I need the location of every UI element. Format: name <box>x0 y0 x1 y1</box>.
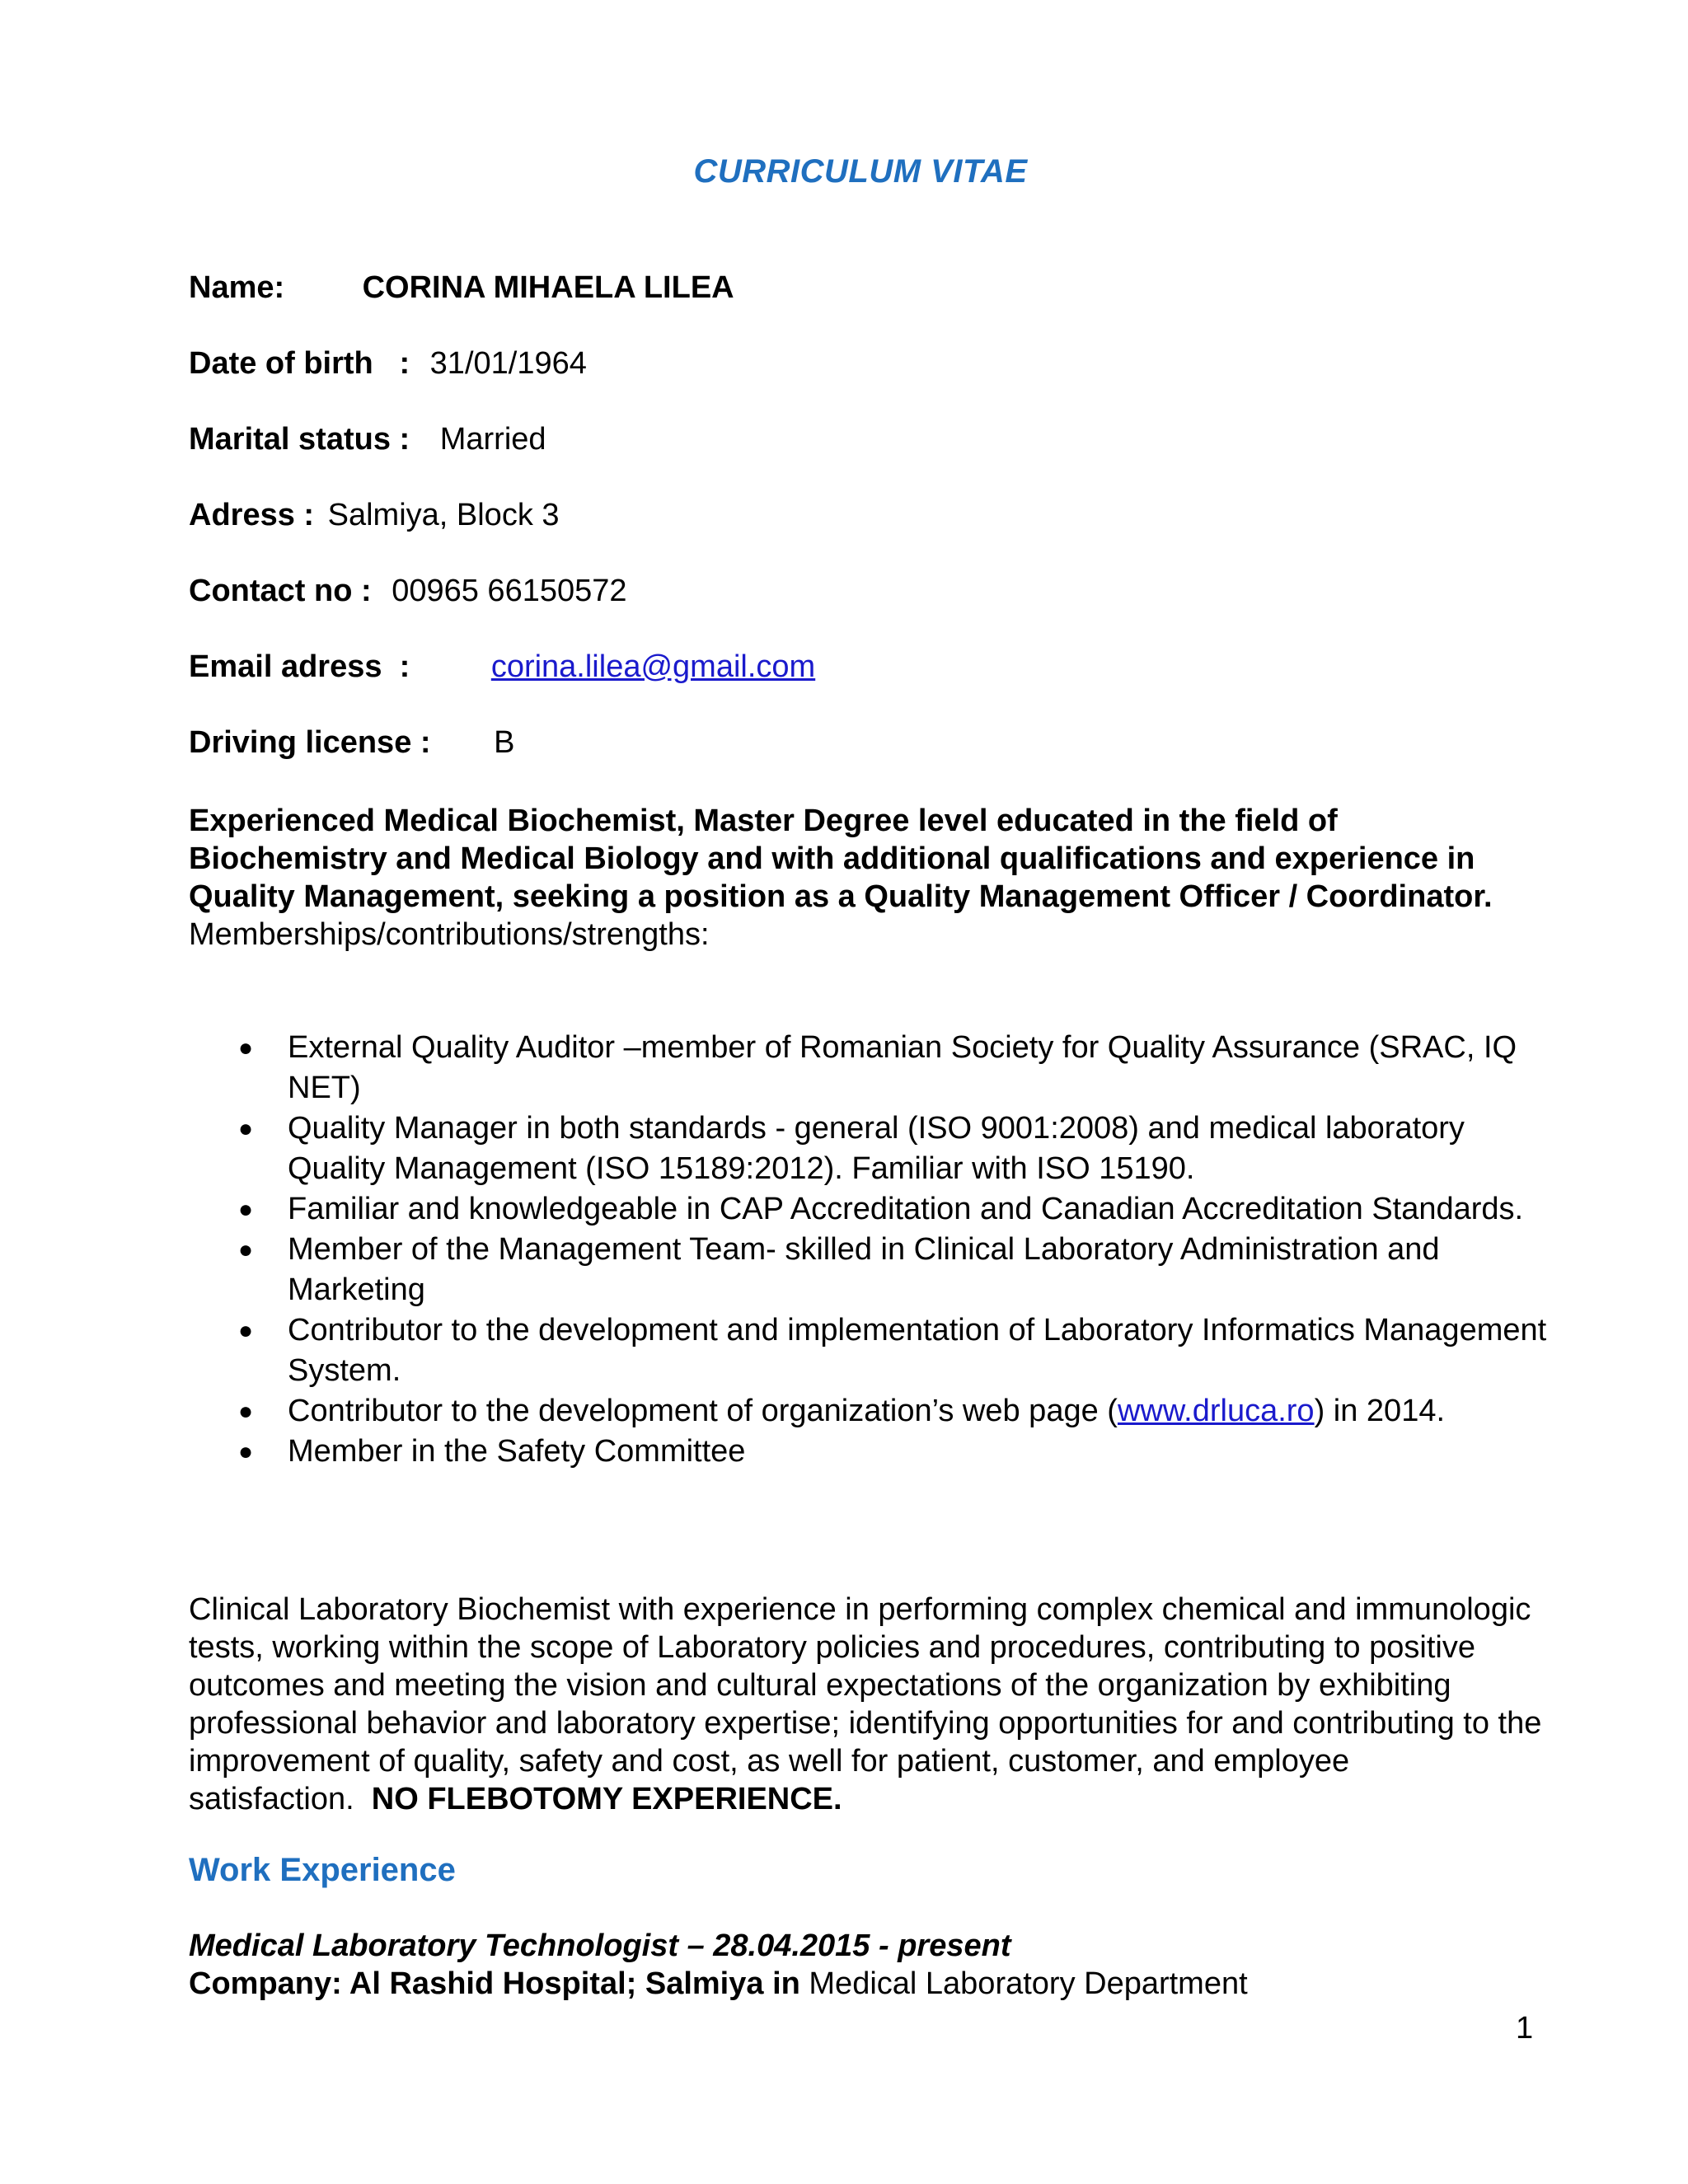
page-number: 1 <box>1516 2011 1534 2046</box>
list-item-text: Familiar and knowledgeable in CAP Accreditation and Canadian Accreditation Standards. <box>288 1192 1524 1226</box>
company-department: Medical Laboratory Department <box>809 1966 1248 2001</box>
license-row <box>189 724 514 762</box>
job-entry <box>189 1927 1248 2003</box>
email-link[interactable]: corina.lilea@gmail.com <box>490 649 816 684</box>
marital-row <box>189 420 546 458</box>
paragraph-text: Clinical Laboratory Biochemist with experience in performing complex chemical and immunologic tests, working within the scope of Laboratory policies and procedures, contributing to positive outcomes and meeting the vision and cultural expectations of the organization by exhibiting professional behavior and laboratory expertise; identifying opportunities for and contributing to the improvement of quality, safety and cost, as well for patient, customer, and employee satisfaction. <box>189 1592 1542 1816</box>
list-item-text: Contributor to the development and implementation of Laboratory Informatics Management System. <box>288 1313 1547 1388</box>
marital-label: Marital status : <box>189 422 410 457</box>
bullet-icon: ● <box>238 1438 254 1465</box>
bullet-icon: ● <box>238 1115 254 1142</box>
memberships-list <box>189 1028 1557 1472</box>
dob-value: 31/01/1964 <box>429 346 587 381</box>
bullet-icon: ● <box>238 1196 254 1223</box>
memberships-label: Memberships/contributions/strengths: <box>189 917 710 952</box>
dob-row <box>189 344 587 382</box>
website-link[interactable]: www.drluca.ro <box>1117 1394 1315 1428</box>
list-item-text: Member in the Safety Committee <box>288 1434 746 1469</box>
address-row <box>189 496 560 534</box>
list-item-text: External Quality Auditor –member of Romanian Society for Quality Assurance (SRAC, IQ NET) <box>288 1030 1517 1105</box>
address-value: Salmiya, Block 3 <box>327 498 560 532</box>
address-label: Adress : <box>189 498 315 532</box>
bullet-icon: ● <box>238 1236 254 1263</box>
email-label: Email adress : <box>189 649 410 684</box>
list-item <box>189 1230 1557 1310</box>
contact-label: Contact no : <box>189 574 372 608</box>
email-row <box>189 648 815 686</box>
contact-value: 00965 66150572 <box>392 574 627 608</box>
document-title: CURRICULUM VITAE <box>693 153 1028 190</box>
license-label: Driving license : <box>189 725 431 760</box>
paragraph-emphasis: NO FLEBOTOMY EXPERIENCE. <box>371 1782 842 1816</box>
list-item <box>189 1189 1557 1230</box>
contact-row <box>189 572 627 610</box>
summary-intro: Experienced Medical Biochemist, Master Degree level educated in the field of Biochemistry and Medical Biology and with additional qualifications and experience in Quality Management, seeking a position as a Quality Management Officer / Coordinator. <box>189 804 1493 914</box>
license-value: B <box>494 725 515 760</box>
list-item <box>189 1391 1557 1432</box>
list-item <box>189 1108 1557 1189</box>
name-value: CORINA MIHAELA LILEA <box>362 270 734 305</box>
list-item-text: Member of the Management Team- skilled in Clinical Laboratory Administration and Marketing <box>288 1232 1440 1307</box>
marital-value: Married <box>439 422 546 457</box>
company-label: Company: Al Rashid Hospital; Salmiya in <box>189 1966 800 2001</box>
name-row <box>189 269 734 307</box>
work-experience-heading: Work Experience <box>189 1852 456 1888</box>
profile-summary <box>189 802 1540 954</box>
list-item-text: Quality Manager in both standards - general (ISO 9001:2008) and medical laboratory Quality Management (ISO 15189:2012). Familiar with ISO 15190. <box>288 1111 1465 1186</box>
list-item-text-pre: Contributor to the development of organization’s web page ( <box>288 1394 1118 1428</box>
list-item <box>189 1310 1557 1391</box>
bullet-icon: ● <box>238 1317 254 1344</box>
job-title: Medical Laboratory Technologist – 28.04.2015 - present <box>189 1929 1011 1963</box>
bullet-icon: ● <box>238 1398 254 1425</box>
experience-paragraph <box>189 1591 1549 1818</box>
list-item-text-post: ) in 2014. <box>1314 1394 1446 1428</box>
list-item <box>189 1028 1557 1108</box>
bullet-icon: ● <box>238 1034 254 1062</box>
name-label: Name: <box>189 270 285 305</box>
dob-label: Date of birth : <box>189 346 410 381</box>
company-line <box>189 1965 1248 2003</box>
list-item <box>189 1432 1557 1472</box>
